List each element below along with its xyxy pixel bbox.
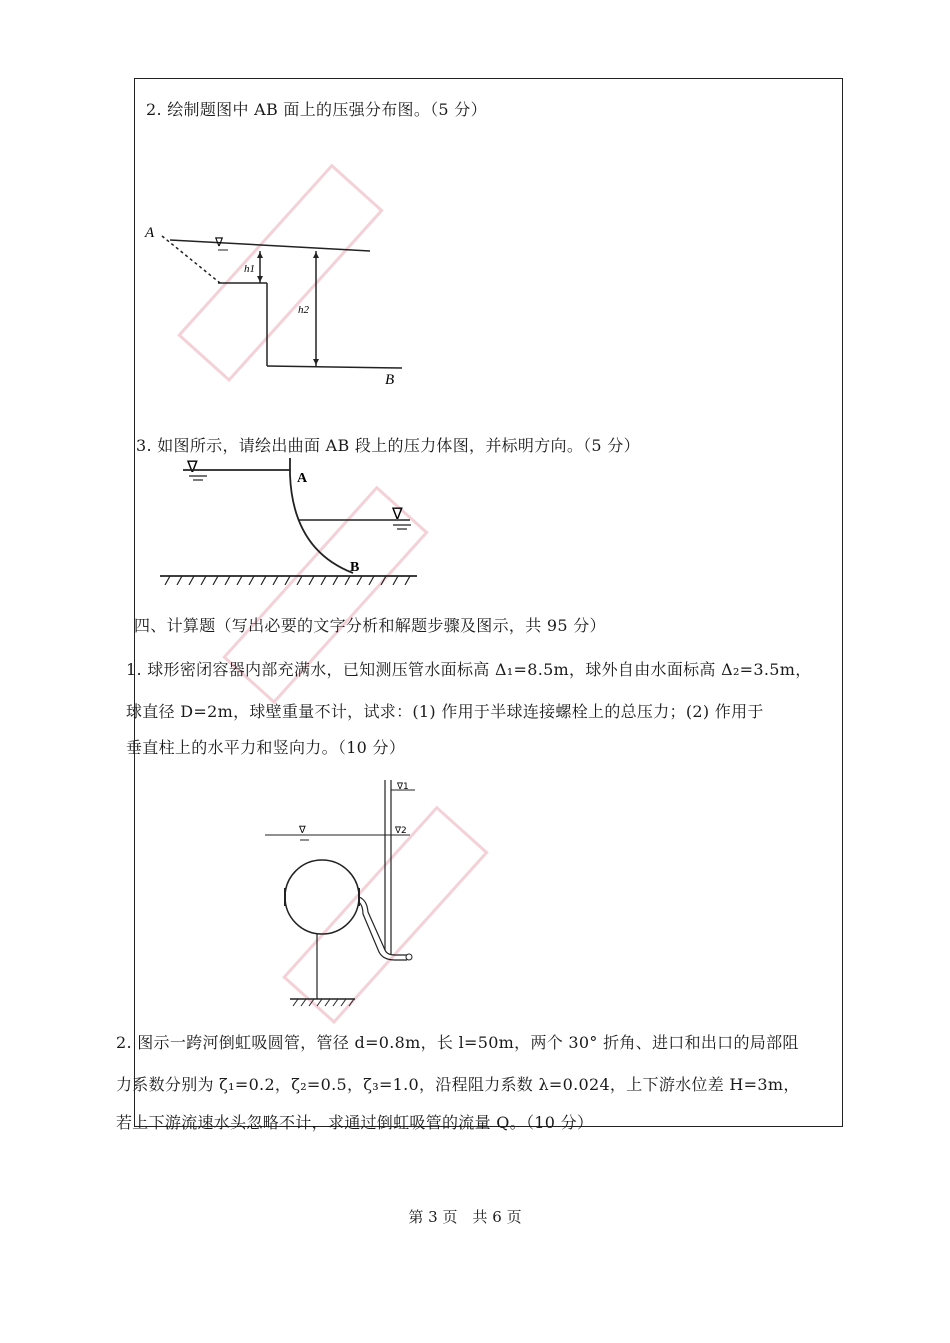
page-footer: 第 3 页 共 6 页 [408,1208,522,1226]
label-b: B [350,560,360,575]
question-3-text: 3. 如图所示，请绘出曲面 AB 段上的压力体图，并标明方向。（5 分） [136,436,640,455]
question-3-figure [155,455,425,585]
svg-text:∇: ∇ [392,504,403,523]
calc-1-figure [265,780,425,1010]
label-a: A [297,471,308,486]
label-v1: ∇1 [397,782,409,792]
calc-2-line-3: 若上下游流速水头忽略不计，求通过倒虹吸管的流量 Q。（10 分） [116,1113,594,1132]
calc-1-line-3: 垂直柱上的水平力和竖向力。（10 分） [126,738,406,757]
question-2-text: 2. 绘制题图中 AB 面上的压强分布图。（5 分） [146,100,487,119]
label-v2: ∇2 [395,826,407,836]
label-h2: h2 [298,304,309,316]
svg-text:∇: ∇ [215,235,224,249]
calc-1-line-2: 球直径 D=2m，球壁重量不计，试求：(1) 作用于半球连接螺栓上的总压力；(2) 作用于 [126,702,764,721]
calc-2-line-2: 力系数分别为 ζ₁=0.2，ζ₂=0.5，ζ₃=1.0，沿程阻力系数 λ=0.024，上下游水位差 H=3m， [116,1075,800,1094]
svg-text:∇: ∇ [187,457,198,476]
calc-1-line-1: 1. 球形密闭容器内部充满水，已知测压管水面标高 Δ₁=8.5m，球外自由水面标高 Δ₂=3.5m， [126,660,812,679]
label-b: B [385,372,395,388]
label-h1: h1 [244,263,255,275]
label-a: A [145,225,155,241]
calc-2-line-1: 2. 图示一跨河倒虹吸圆管，管径 d=0.8m，长 l=50m，两个 30° 折角、进口和出口的局部阻 [116,1033,799,1052]
svg-text:∇: ∇ [299,825,306,836]
question-2-figure [140,220,440,390]
section-4-title: 四、计算题（写出必要的文字分析和解题步骤及图示，共 95 分） [134,616,606,635]
